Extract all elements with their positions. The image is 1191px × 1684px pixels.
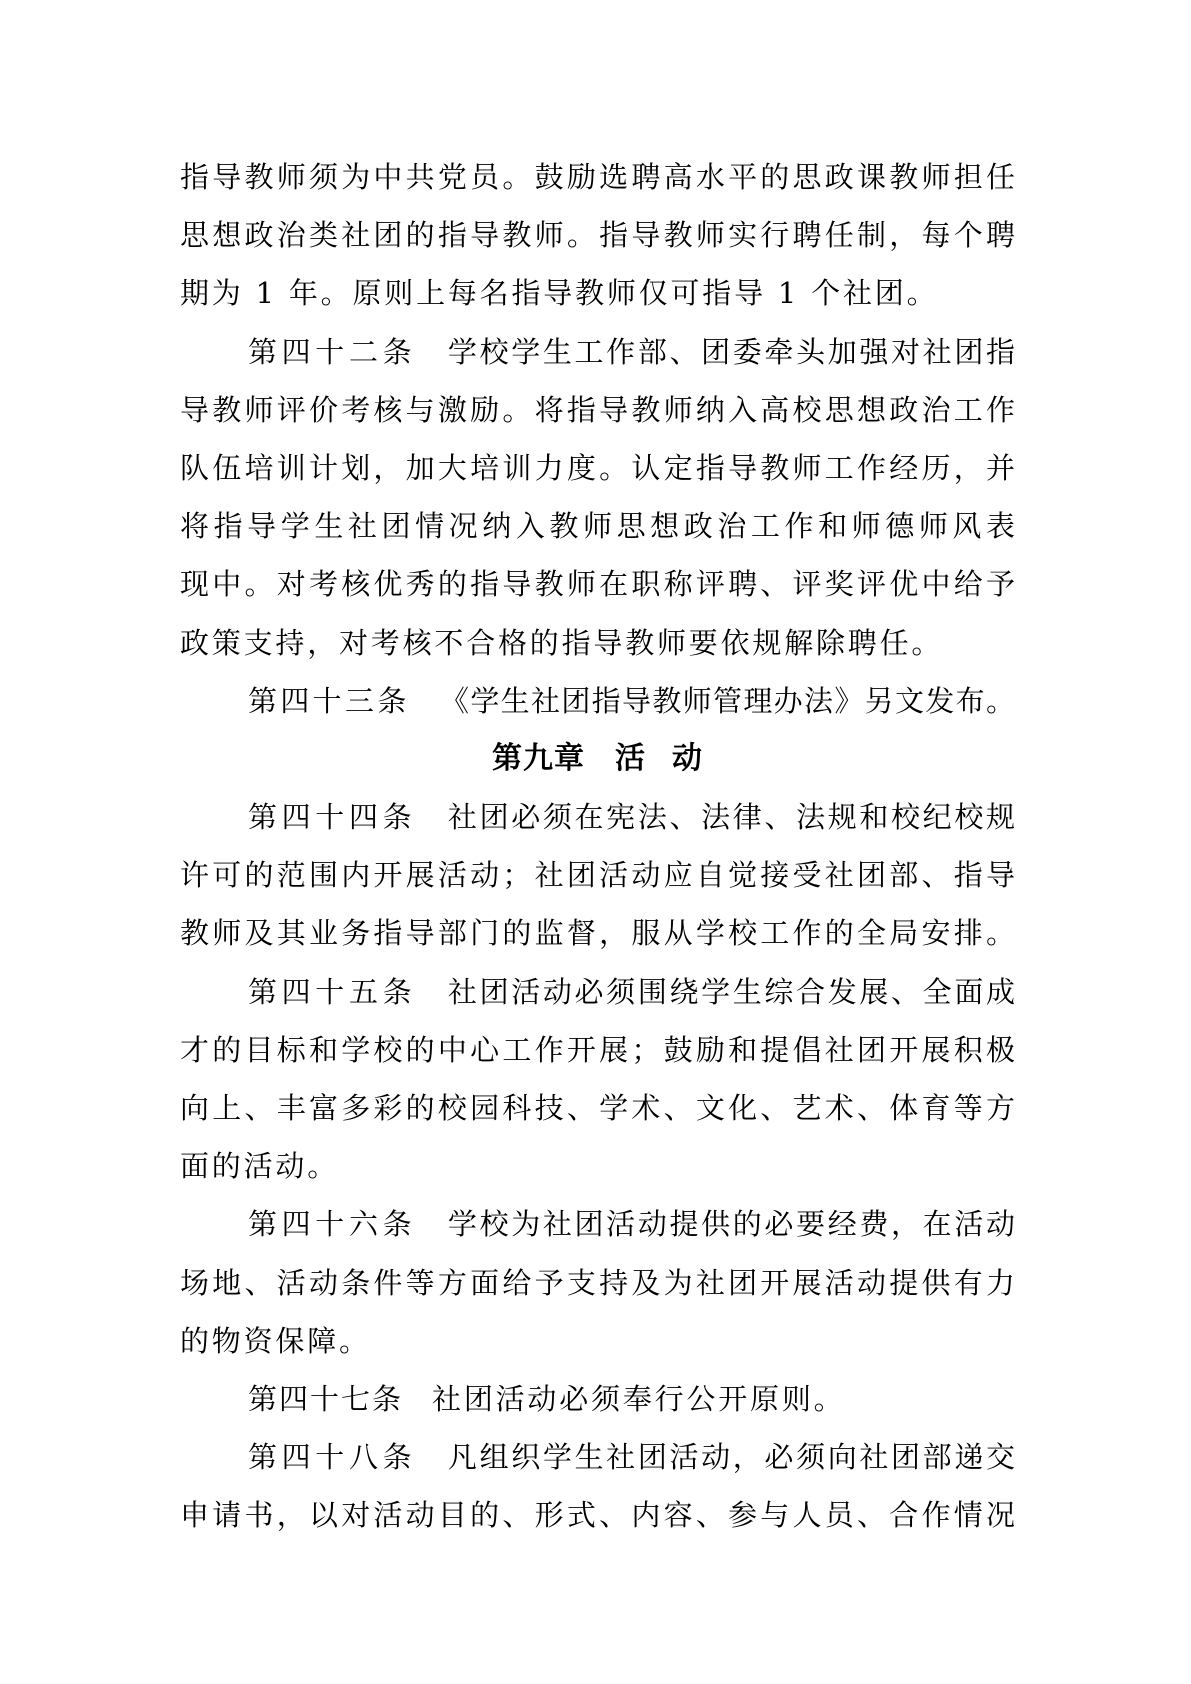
body-line: 现中。对考核优秀的指导教师在职称评聘、评奖评优中给予 (180, 567, 1015, 602)
article-46-first-line (180, 1195, 1015, 1253)
body-line: 思想政治类社团的指导教师。指导教师实行聘任制，每个聘 (180, 218, 1015, 253)
chapter-heading (180, 730, 1015, 788)
body-line: 才的目标和学校的中心工作开展；鼓励和提倡社团开展积极 (180, 1032, 1015, 1067)
article-text: 社团必须在宪法、法律、法规和校纪校规 (445, 800, 1015, 835)
document-body (180, 148, 1015, 1545)
body-line: 向上、丰富多彩的校园科技、学术、文化、艺术、体育等方 (180, 1091, 1015, 1125)
article-text: 社团活动必须奉行公开原则。 (432, 1381, 846, 1416)
body-line: 导教师评价考核与激励。将指导教师纳入高校思想政治工作 (180, 392, 1015, 427)
chapter-title-part: 活 (615, 740, 646, 776)
body-line: 申请书，以对活动目的、形式、内容、参与人员、合作情况 (180, 1498, 1015, 1533)
body-line: 许可的范围内开展活动；社团活动应自觉接受社团部、指导 (180, 858, 1015, 893)
body-line: 政策支持，对考核不合格的指导教师要依规解除聘任。 (180, 625, 944, 660)
chapter-title-part: 动 (672, 740, 703, 776)
article-45-first-line (180, 963, 1015, 1021)
article-47-line (180, 1370, 1015, 1428)
body-line: 场地、活动条件等方面给予支持及为社团开展活动提供有力 (180, 1265, 1015, 1300)
article-number: 第四十六条 (248, 1207, 417, 1242)
body-line: 将指导学生社团情况纳入教师思想政治工作和师德师风表 (180, 509, 1015, 544)
article-43-line (180, 672, 1015, 730)
body-line: 指导教师须为中共党员。鼓励选聘高水平的思政课教师担任 (180, 160, 1015, 194)
article-text: 《学生社团指导教师管理办法》另文发布。 (438, 683, 1015, 718)
article-text: 社团活动必须围绕学生综合发展、全面成 (445, 974, 1015, 1009)
article-number: 第四十三条 (248, 683, 410, 718)
article-number: 第四十二条 (248, 334, 417, 369)
article-48-first-line (180, 1428, 1015, 1486)
article-44-first-line (180, 788, 1015, 846)
body-line: 教师及其业务指导部门的监督，服从学校工作的全局安排。 (180, 916, 1015, 951)
article-number: 第四十五条 (248, 974, 417, 1009)
body-line: 面的活动。 (180, 1149, 340, 1184)
article-number: 第四十七条 (248, 1381, 404, 1416)
article-text: 学校学生工作部、团委牵头加强对社团指 (445, 334, 1015, 369)
article-number: 第四十四条 (248, 800, 417, 835)
article-number: 第四十八条 (248, 1440, 417, 1475)
chapter-number: 第九章 (492, 740, 585, 776)
article-42-first-line (180, 323, 1015, 381)
body-line: 期为 1 年。原则上每名指导教师仅可指导 1 个社团。 (180, 276, 939, 311)
body-line: 队伍培训计划，加大培训力度。认定指导教师工作经历，并 (180, 450, 1015, 485)
body-line: 的物资保障。 (180, 1323, 371, 1358)
article-text: 学校为社团活动提供的必要经费，在活动 (445, 1207, 1015, 1242)
article-text: 凡组织学生社团活动，必须向社团部递交 (445, 1440, 1015, 1475)
